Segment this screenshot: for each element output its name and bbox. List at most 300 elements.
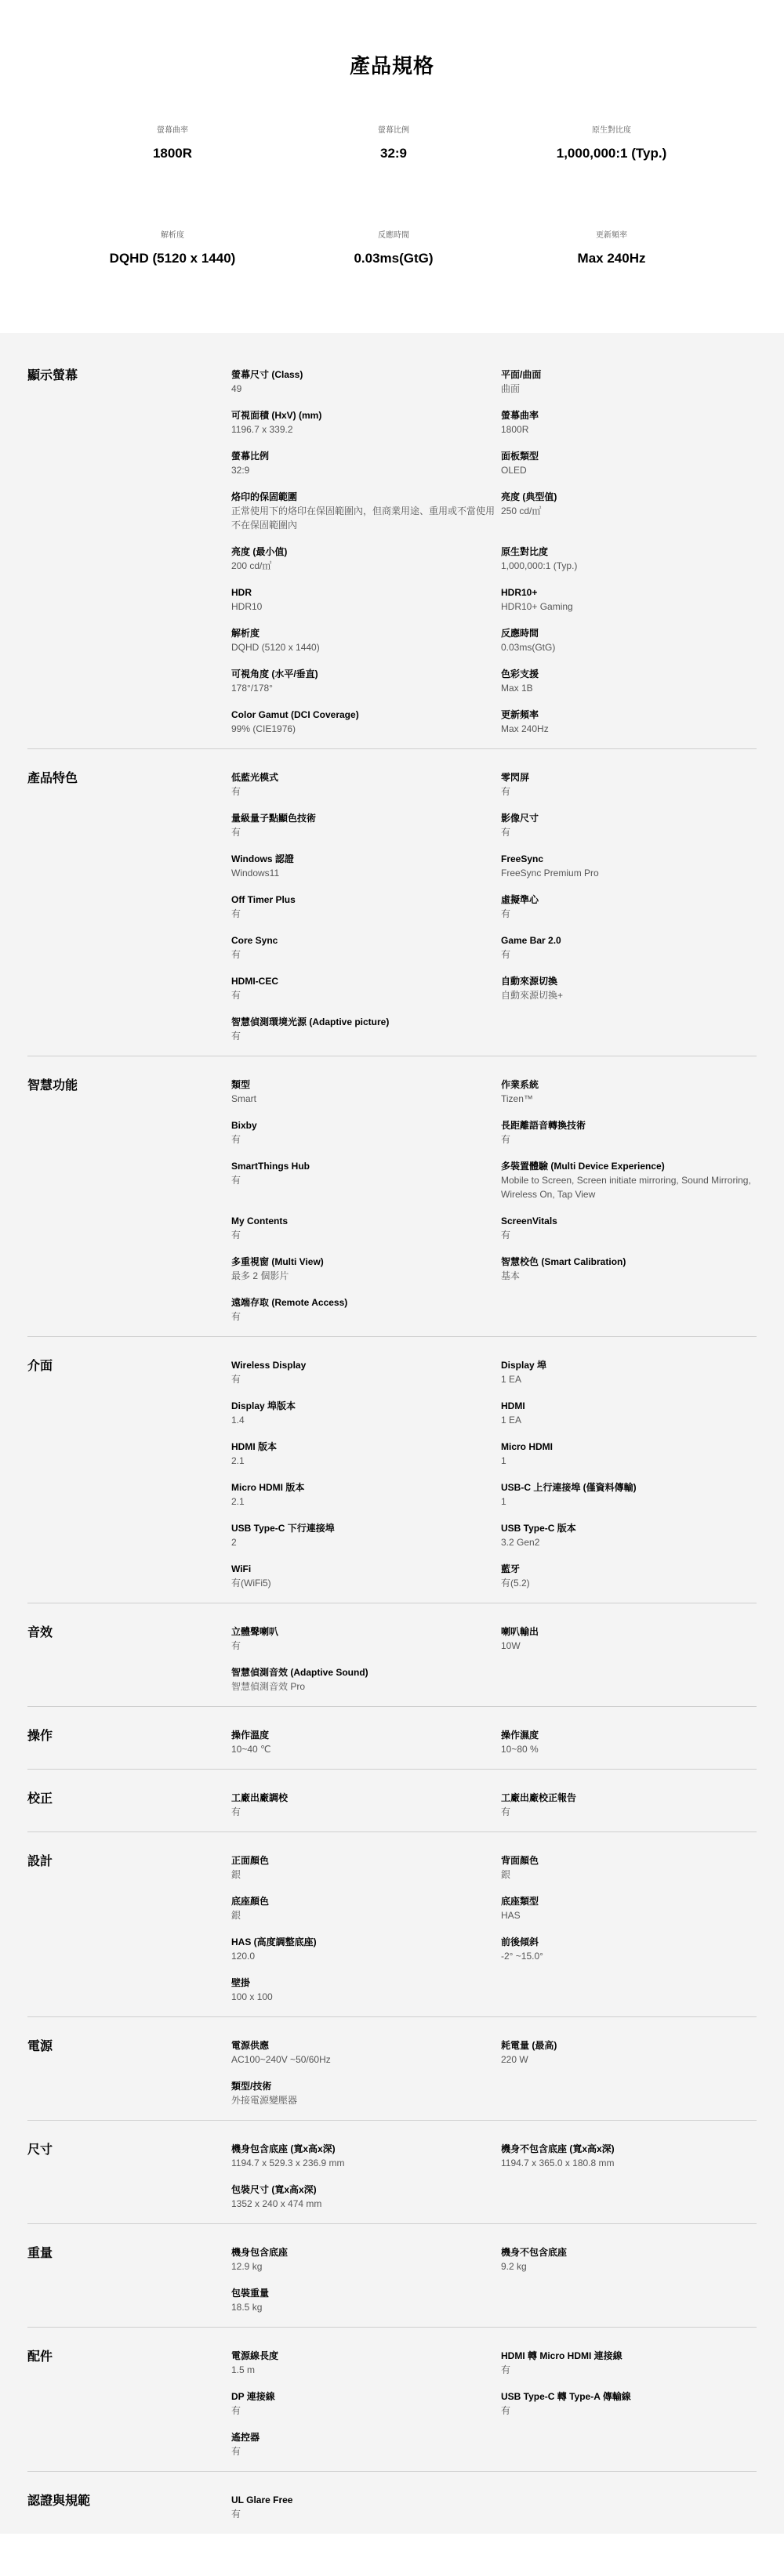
spec-item-value: FreeSync Premium Pro (501, 868, 599, 879)
highlight-label: 更新頻率 (596, 231, 627, 240)
spec-item-label: 機身包含底座 (寬x高x深) (231, 2143, 336, 2154)
spec-item-value: -2° ~15.0° (501, 1951, 543, 1962)
spec-item-label: 螢幕比例 (231, 451, 270, 462)
spec-item (231, 1015, 501, 1043)
spec-category (27, 1707, 757, 1770)
spec-item-label: Display 埠版本 (231, 1400, 296, 1411)
spec-item-value: 有(5.2) (501, 1578, 530, 1589)
highlight-value: 0.03ms(GtG) (354, 251, 434, 266)
spec-category (27, 2472, 757, 2534)
spec-category-title: 認證與規範 (27, 2494, 91, 2508)
spec-item-label: 耗電量 (最高) (501, 2040, 557, 2051)
spec-item-value: OLED (501, 465, 527, 476)
spec-category-title: 智慧功能 (27, 1079, 78, 1092)
spec-item (501, 974, 755, 1002)
spec-item (231, 408, 501, 437)
spec-item-grid (231, 1625, 755, 1706)
spec-item-value: 250 cd/㎡ (501, 505, 542, 516)
spec-item-value: 1 EA (501, 1374, 522, 1385)
spec-item-value: Smart (231, 1093, 257, 1104)
spec-item (231, 1935, 501, 1963)
highlight-value: Max 240Hz (577, 251, 646, 266)
spec-item-label: My Contents (231, 1216, 288, 1226)
spec-item-label: USB Type-C 轉 Type-A 傳輸線 (501, 2391, 631, 2402)
spec-item-label: 遠端存取 (Remote Access) (231, 1297, 348, 1308)
spec-item-value: DQHD (5120 x 1440) (231, 642, 320, 653)
spec-category (27, 2328, 757, 2472)
spec-item (501, 2389, 755, 2418)
spec-item-label: USB-C 上行連接埠 (僅資料傳輸) (501, 1482, 637, 1493)
spec-item-label: SmartThings Hub (231, 1161, 310, 1172)
spec-category-title: 校正 (27, 1792, 53, 1806)
spec-item-value: 120.0 (231, 1951, 256, 1962)
spec-item-value: 1194.7 x 529.3 x 236.9 mm (231, 2158, 345, 2168)
highlight-contrast (494, 123, 729, 161)
highlight-value: 1,000,000:1 (Typ.) (556, 146, 667, 161)
spec-category-title: 操作 (27, 1730, 53, 1743)
spec-item-grid (231, 2349, 755, 2471)
spec-item (231, 490, 501, 532)
spec-item-label: Wireless Display (231, 1360, 307, 1371)
spec-item (501, 811, 755, 839)
spec-item-value: 最多 2 個影片 (231, 1270, 289, 1281)
spec-item (231, 1976, 501, 2004)
spec-item (501, 2349, 755, 2377)
spec-item-grid (231, 1853, 755, 2016)
spec-item-label: 智慧偵測音效 (Adaptive Sound) (231, 1667, 368, 1678)
spec-item-value: Windows11 (231, 868, 280, 879)
spec-category-title: 配件 (27, 2350, 53, 2364)
spec-item (501, 1894, 755, 1922)
spec-item-value: 1,000,000:1 (Typ.) (501, 560, 578, 571)
spec-item-label: 虛擬準心 (501, 894, 539, 905)
spec-item-label: 色彩支援 (501, 668, 539, 679)
highlight-resolution (55, 228, 290, 266)
spec-item-value: 銀 (231, 1869, 241, 1880)
spec-item-label: Windows 認證 (231, 853, 294, 864)
spec-item (501, 2245, 755, 2273)
spec-item (501, 1214, 755, 1242)
spec-item-value: 有 (501, 1134, 511, 1145)
spec-item-label: DP 連接線 (231, 2391, 275, 2402)
highlight-value: 1800R (152, 146, 193, 161)
spec-category (27, 1603, 757, 1707)
spec-item (231, 770, 501, 799)
spec-item (501, 667, 755, 695)
spec-category-title: 顯示螢幕 (27, 369, 78, 382)
spec-item-value: 有 (501, 1806, 511, 1817)
spec-item (231, 1118, 501, 1147)
spec-item-grid (231, 770, 755, 1056)
spec-item-label: ScreenVitals (501, 1216, 557, 1226)
spec-item-label: HDMI 版本 (231, 1441, 277, 1452)
spec-category (27, 749, 757, 1056)
spec-item (231, 1665, 501, 1694)
spec-item (501, 449, 755, 477)
spec-item-label: Micro HDMI 版本 (231, 1482, 305, 1493)
spec-item-label: 操作溫度 (231, 1730, 270, 1741)
spec-item-label: 多重視窗 (Multi View) (231, 1256, 324, 1267)
spec-item-value: 2.1 (231, 1455, 245, 1466)
spec-item-value: 0.03ms(GtG) (501, 642, 556, 653)
spec-item (231, 1521, 501, 1549)
spec-item (501, 708, 755, 736)
spec-item (501, 585, 755, 614)
spec-item-value: 18.5 kg (231, 2302, 263, 2313)
spec-item-grid (231, 2245, 755, 2327)
spec-item-label: HDR (231, 587, 252, 598)
spec-item-grid (231, 1791, 755, 1831)
spec-item (231, 545, 501, 573)
spec-item (231, 2183, 501, 2211)
spec-item (231, 1255, 501, 1283)
spec-item-value: 1196.7 x 339.2 (231, 424, 293, 435)
spec-item (231, 1625, 501, 1653)
spec-item-grid (231, 2493, 755, 2534)
spec-item-label: WiFi (231, 1563, 252, 1574)
spec-item-label: 作業系統 (501, 1079, 539, 1090)
highlight-curvature (55, 123, 290, 161)
spec-item (231, 1358, 501, 1386)
spec-item (231, 1853, 501, 1882)
spec-item-value: HAS (501, 1910, 521, 1921)
spec-item (501, 893, 755, 921)
spec-item-value: 有 (231, 908, 241, 919)
spec-item-label: 藍牙 (501, 1563, 521, 1574)
spec-item (501, 1791, 755, 1819)
spec-item-label: 多裝置體驗 (Multi Device Experience) (501, 1161, 665, 1172)
spec-item (501, 1625, 755, 1653)
spec-item (501, 545, 755, 573)
spec-item-label: UL Glare Free (231, 2494, 293, 2505)
spec-item-label: 反應時間 (501, 628, 539, 639)
spec-item (501, 1521, 755, 1549)
spec-item (231, 933, 501, 962)
spec-item (231, 1295, 501, 1324)
spec-item (231, 1399, 501, 1427)
spec-item-label: 工廠出廠調校 (231, 1792, 289, 1803)
spec-category (27, 2017, 757, 2121)
spec-item-value: 有 (501, 908, 511, 919)
spec-item-value: 12.9 kg (231, 2261, 263, 2272)
spec-item-label: 螢幕尺寸 (Class) (231, 369, 303, 380)
spec-item (501, 1078, 755, 1106)
spec-item-value: 3.2 Gen2 (501, 1537, 540, 1548)
spec-item-value: 220 W (501, 2054, 528, 2065)
spec-item-label: 智慧偵測環境光源 (Adaptive picture) (231, 1016, 390, 1027)
spec-item-label: 壁掛 (231, 1977, 251, 1988)
spec-item-label: 背面顏色 (501, 1855, 539, 1866)
highlight-refresh-rate (494, 228, 729, 266)
spec-item (231, 2349, 501, 2377)
spec-item (231, 1728, 501, 1756)
spec-item-label: 電源線長度 (231, 2350, 279, 2361)
spec-item-label: 螢幕曲率 (501, 410, 539, 421)
spec-item-label: 面板類型 (501, 451, 539, 462)
spec-item-value: 有 (231, 1311, 241, 1322)
spec-item-label: 解析度 (231, 628, 260, 639)
spec-item-label: 可視面積 (HxV) (mm) (231, 410, 322, 421)
spec-item-label: HDMI-CEC (231, 976, 278, 987)
spec-item-value: 2 (231, 1537, 237, 1548)
highlight-label: 螢幕曲率 (157, 126, 188, 135)
spec-item-label: 工廠出廠校正報告 (501, 1792, 577, 1803)
spec-item-value: 有 (501, 949, 511, 960)
spec-item-label: Display 埠 (501, 1360, 547, 1371)
spec-item-value: 有 (501, 2405, 511, 2416)
spec-item-label: Micro HDMI (501, 1441, 553, 1452)
spec-item-value: Mobile to Screen, Screen initiate mirroring, Sound Mirroring, Wireless On, Tap View (501, 1175, 751, 1200)
spec-item-value: 32:9 (231, 465, 250, 476)
spec-item-value: 1 (501, 1496, 506, 1507)
spec-item (501, 933, 755, 962)
spec-item-label: Game Bar 2.0 (501, 935, 561, 946)
spec-item-value: HDR10 (231, 601, 263, 612)
spec-item (231, 2245, 501, 2273)
spec-item-label: FreeSync (501, 853, 544, 864)
spec-item-label: 量級量子點顯色技術 (231, 813, 317, 824)
spec-item-label: 可視角度 (水平/垂直) (231, 668, 318, 679)
spec-item-value: 銀 (231, 1910, 241, 1921)
spec-item (501, 770, 755, 799)
spec-item (501, 1728, 755, 1756)
spec-item-label: USB Type-C 下行連接埠 (231, 1523, 335, 1534)
spec-item-label: Off Timer Plus (231, 894, 296, 905)
spec-item-grid (231, 2038, 755, 2120)
spec-item (501, 368, 755, 396)
spec-item-label: HDR10+ (501, 587, 538, 598)
spec-item (501, 1853, 755, 1882)
spec-item-value: 有 (501, 1230, 511, 1241)
spec-item (501, 1562, 755, 1590)
spec-item-value: 有 (501, 786, 511, 797)
spec-item-value: 有 (231, 1031, 241, 1042)
spec-item (501, 1399, 755, 1427)
spec-item-value: 有 (231, 786, 241, 797)
spec-item (231, 2079, 501, 2107)
spec-item-label: 低藍光模式 (231, 772, 279, 783)
spec-item-value: 9.2 kg (501, 2261, 527, 2272)
page-title: 產品規格 (349, 54, 434, 78)
spec-item-label: 長距離語音轉換技術 (501, 1120, 586, 1131)
spec-item-value: 有 (231, 1134, 241, 1145)
spec-item (501, 2142, 755, 2170)
spec-item-value: 1.4 (231, 1415, 245, 1426)
spec-item-label: 亮度 (典型值) (501, 491, 557, 502)
spec-item-label: 智慧校色 (Smart Calibration) (501, 1256, 626, 1267)
spec-item-label: Color Gamut (DCI Coverage) (231, 709, 359, 720)
spec-item-grid (231, 1728, 755, 1769)
spec-item-value: 有 (231, 827, 241, 838)
spec-category (27, 2121, 757, 2224)
spec-item-value: 100 x 100 (231, 1991, 273, 2002)
spec-item-value: 自動來源切換+ (501, 990, 564, 1001)
spec-item-label: 類型 (231, 1079, 251, 1090)
spec-summary (0, 0, 784, 333)
spec-item-label: 機身不包含底座 (寬x高x深) (501, 2143, 615, 2154)
spec-item-label: HAS (高度調整底座) (231, 1937, 317, 1947)
spec-item-value: Max 1B (501, 683, 533, 694)
spec-item-value: 1.5 m (231, 2364, 256, 2375)
spec-item-label: 自動來源切換 (501, 976, 558, 987)
spec-item (231, 1159, 501, 1201)
spec-item (231, 893, 501, 921)
highlight-response-time (276, 228, 511, 266)
spec-item-value: 49 (231, 383, 242, 394)
spec-item-grid (231, 1078, 755, 1336)
spec-item-value: 1800R (501, 424, 529, 435)
spec-item (231, 1480, 501, 1509)
spec-item-value: 1194.7 x 365.0 x 180.8 mm (501, 2158, 615, 2168)
spec-item (231, 585, 501, 614)
spec-item-value: 10W (501, 1640, 521, 1651)
spec-item (501, 2038, 755, 2067)
spec-item (231, 1214, 501, 1242)
spec-item-value: 2.1 (231, 1496, 245, 1507)
highlight-label: 解析度 (161, 231, 184, 240)
spec-item (231, 708, 501, 736)
spec-item (231, 852, 501, 880)
spec-item-value: 有 (231, 1374, 241, 1385)
spec-item (501, 852, 755, 880)
spec-item (231, 1440, 501, 1468)
spec-item-value: 1352 x 240 x 474 mm (231, 2198, 322, 2209)
spec-category (27, 1832, 757, 2017)
spec-item-label: 零閃屏 (501, 772, 530, 783)
spec-item-value: 有 (231, 1230, 241, 1241)
spec-table (0, 333, 784, 2534)
spec-item (501, 1358, 755, 1386)
spec-item-label: Bixby (231, 1120, 257, 1131)
spec-item-label: 類型/技術 (231, 2081, 272, 2092)
spec-item-grid (231, 2142, 755, 2223)
spec-category (27, 350, 757, 749)
spec-item-label: 底座類型 (501, 1896, 539, 1907)
spec-item-value: 178°/178° (231, 683, 273, 694)
spec-item (231, 2493, 501, 2521)
spec-item-label: 前後傾斜 (501, 1937, 539, 1947)
spec-item (231, 449, 501, 477)
spec-item-label: 正面顏色 (231, 1855, 270, 1866)
spec-item-grid (231, 1358, 755, 1603)
spec-item (501, 408, 755, 437)
spec-item-label: 影像尺寸 (501, 813, 539, 824)
spec-item-value: 正常使用下的烙印在保固範圍內，但商業用途、重用或不當使用不在保固範圍內 (231, 505, 495, 531)
spec-category (27, 2224, 757, 2328)
spec-item-value: 基本 (501, 1270, 521, 1281)
spec-item-label: 包裝重量 (231, 2288, 270, 2299)
spec-item-label: 烙印的保固範圍 (231, 491, 298, 502)
highlight-label: 螢幕比例 (378, 126, 409, 135)
spec-item-value: 有 (231, 1640, 241, 1651)
spec-item-label: 遙控器 (231, 2432, 260, 2443)
spec-item-value: 智慧偵測音效 Pro (231, 1681, 306, 1692)
spec-item-value: 1 (501, 1455, 506, 1466)
spec-item-value: 曲面 (501, 383, 521, 394)
spec-category (27, 1337, 757, 1603)
highlight-label: 原生對比度 (592, 126, 631, 135)
spec-item (231, 1078, 501, 1106)
spec-item (501, 1480, 755, 1509)
spec-item (501, 1440, 755, 1468)
spec-item (231, 626, 501, 654)
spec-item-label: 亮度 (最小值) (231, 546, 288, 557)
spec-item (501, 1935, 755, 1963)
spec-item-value: AC100~240V ~50/60Hz (231, 2054, 331, 2065)
spec-item (231, 2286, 501, 2314)
spec-item-label: 平面/曲面 (501, 369, 542, 380)
spec-item-label: 立體聲喇叭 (231, 1626, 279, 1637)
spec-item (231, 2038, 501, 2067)
spec-item-value: HDR10+ Gaming (501, 601, 573, 612)
spec-item-value: 銀 (501, 1869, 511, 1880)
spec-item-value: 10~80 % (501, 1744, 539, 1755)
spec-item-label: Core Sync (231, 935, 278, 946)
spec-item (501, 1159, 755, 1201)
spec-item (231, 811, 501, 839)
spec-item-value: 有 (231, 2446, 241, 2457)
spec-item-grid (231, 368, 755, 748)
spec-item-label: HDMI (501, 1400, 525, 1411)
spec-item (231, 2389, 501, 2418)
spec-item (231, 667, 501, 695)
spec-item-value: 10~40 ℃ (231, 1744, 271, 1755)
highlight-value: DQHD (5120 x 1440) (109, 251, 236, 266)
spec-item (501, 1118, 755, 1147)
spec-item-value: Tizen™ (501, 1093, 533, 1104)
spec-item (231, 368, 501, 396)
spec-item-value: 有 (231, 990, 241, 1001)
spec-item (231, 974, 501, 1002)
spec-item-value: 有 (231, 2405, 241, 2416)
highlight-aspect-ratio (276, 123, 511, 161)
spec-item-value: 99% (CIE1976) (231, 723, 296, 734)
spec-item-value: 外接電源變壓器 (231, 2095, 298, 2106)
spec-item-value: 有 (231, 949, 241, 960)
spec-category-title: 音效 (27, 1626, 53, 1639)
spec-category-title: 產品特色 (27, 772, 78, 785)
spec-item-label: 更新頻率 (501, 709, 539, 720)
spec-item-label: USB Type-C 版本 (501, 1523, 576, 1534)
spec-category (27, 1056, 757, 1337)
spec-item-value: Max 240Hz (501, 723, 549, 734)
spec-category-title: 介面 (27, 1360, 53, 1373)
spec-item-value: 1 EA (501, 1415, 522, 1426)
spec-item-label: 包裝尺寸 (寬x高x深) (231, 2184, 317, 2195)
spec-item (231, 1894, 501, 1922)
spec-category-title: 設計 (27, 1855, 53, 1868)
spec-item (501, 490, 755, 532)
spec-item (501, 1255, 755, 1283)
highlight-label: 反應時間 (378, 231, 409, 240)
highlight-value: 32:9 (379, 146, 408, 161)
spec-item-value: 有 (501, 2364, 511, 2375)
spec-item-value: 有 (231, 1175, 241, 1186)
spec-item-label: 操作濕度 (501, 1730, 539, 1741)
spec-category-title: 重量 (27, 2247, 53, 2260)
spec-item (231, 1791, 501, 1819)
spec-category-title: 電源 (27, 2040, 53, 2053)
spec-category (27, 1770, 757, 1832)
spec-item-label: 電源供應 (231, 2040, 270, 2051)
spec-item (231, 2142, 501, 2170)
spec-item-value: 有 (501, 827, 511, 838)
spec-item-label: 機身包含底座 (231, 2247, 289, 2258)
spec-item-value: 200 cd/㎡ (231, 560, 272, 571)
spec-item-label: 喇叭輸出 (501, 1626, 539, 1637)
spec-item-value: 有 (231, 1806, 241, 1817)
spec-category-title: 尺寸 (27, 2143, 53, 2157)
